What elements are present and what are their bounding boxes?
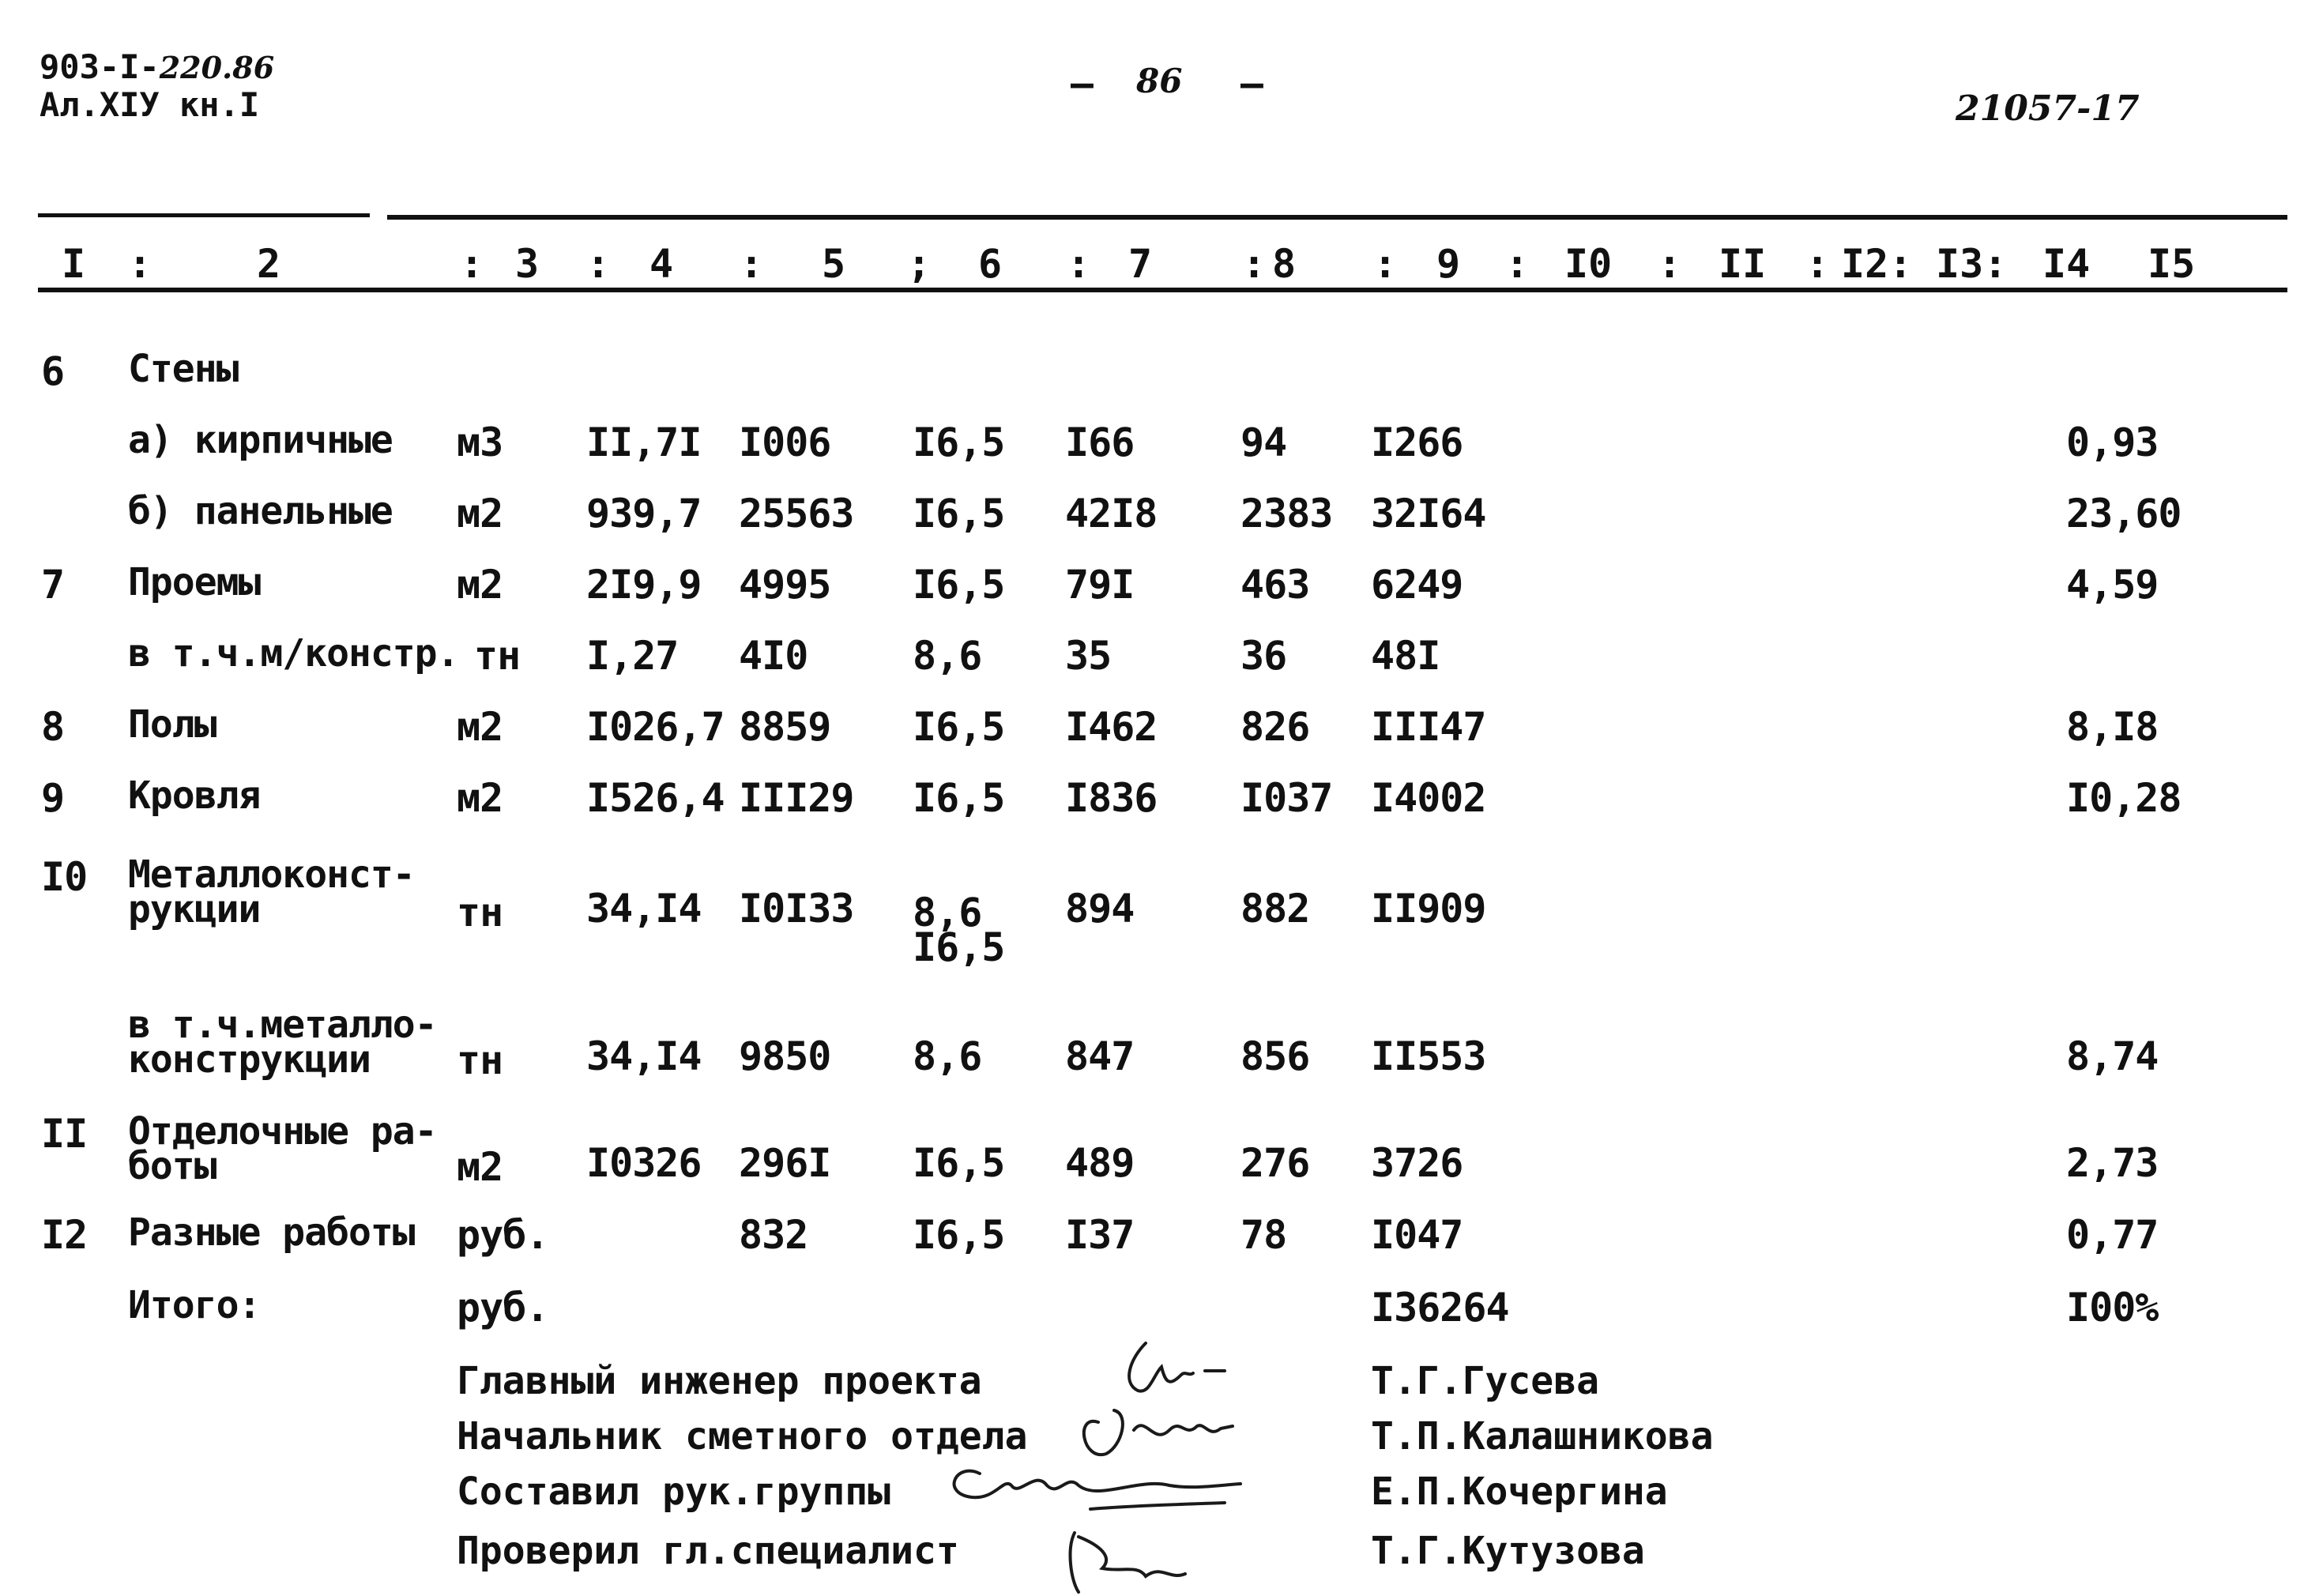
row-col6: I6,5 [913,420,1005,465]
signature-role: Составил рук.группы [457,1470,891,1514]
row-col8: I037 [1240,775,1333,821]
signature-role: Проверил гл.специалист [457,1529,959,1573]
col-head-4: 4 [649,241,674,287]
row-col7: I462 [1065,704,1158,750]
row-quantity: 2I9,9 [586,562,702,608]
row-col5: 4995 [739,562,831,608]
col-sep-11: : [1805,241,1830,287]
row-col15: I00% [2066,1285,2159,1331]
row-col9: 3726 [1371,1140,1463,1186]
col-head-1: I [62,241,86,287]
row-unit: м3 [457,420,503,465]
row-number: II [41,1111,88,1157]
row-unit: тн [457,1037,503,1083]
row-number: I0 [41,854,88,900]
row-col6: 8,6 [913,633,982,679]
row-number: I2 [41,1212,88,1258]
row-col9: 6249 [1371,562,1463,608]
col-head-2: 2 [257,241,281,287]
row-col7: 35 [1065,633,1112,679]
col-sep-4: : [740,241,764,287]
col-head-9: 9 [1436,241,1461,287]
row-name: Проемы [128,560,261,604]
row-col7: I37 [1065,1212,1135,1258]
row-col8: 2383 [1240,491,1333,536]
row-col5: 25563 [739,491,854,536]
signature-name: Е.П.Кочергина [1371,1470,1668,1514]
col-head-3: 3 [515,241,540,287]
row-col5: 296I [739,1140,831,1186]
row-col8: 36 [1240,633,1287,679]
col-head-10: I0 [1564,241,1613,287]
document-code [40,49,274,86]
page-number: 86 [1136,62,1183,100]
row-col8: 463 [1240,562,1310,608]
col-sep-2: : [460,241,484,287]
row-col8: 856 [1240,1033,1310,1079]
row-col9: 32I64 [1371,491,1486,536]
col-sep-6: : [1067,241,1091,287]
page-dash-right: – [1240,62,1263,106]
row-name: Металлоконст- рукции [128,853,415,932]
row-col6: I6,5 [913,491,1005,536]
document-code-handwritten: 220.86 [159,50,275,85]
table-row [0,853,2319,970]
row-unit: м2 [457,704,503,750]
table-row [0,560,2319,620]
signature-1 [1129,1343,1225,1391]
col-head-8: 8 [1272,241,1297,287]
row-name: Стены [128,347,239,391]
col-sep-8: : [1373,241,1398,287]
table-row [0,1210,2319,1270]
table-row [0,418,2319,478]
row-name: в т.ч.металло- конструкции [128,1003,437,1082]
row-col7: I66 [1065,420,1135,465]
row-unit: тн [474,633,521,679]
col-sep-10: : [1658,241,1682,287]
row-col7: 42I8 [1065,491,1158,536]
row-unit: тн [457,890,503,935]
top-rule-left [38,213,370,217]
col-sep-3: : [586,241,611,287]
col-head-12: I2: [1841,241,1913,287]
col-head-6: 6 [978,241,1003,287]
row-col6: 8,6 I6,5 [913,890,1005,970]
col-sep-1: : [128,241,152,287]
col-head-11: II [1719,241,1767,287]
row-quantity: I0326 [586,1140,702,1186]
row-unit: руб. [457,1285,549,1331]
row-col6: I6,5 [913,1212,1005,1258]
signature-name: Т.П.Калашникова [1371,1414,1714,1459]
row-number: 9 [41,775,65,821]
row-col15: 8,I8 [2066,704,2159,750]
top-rule-right [387,215,2287,220]
row-quantity: 34,I4 [586,886,702,932]
row-col6: I6,5 [913,704,1005,750]
signature-3 [954,1471,1240,1509]
row-col8: 94 [1240,420,1287,465]
page-dash-left: – [1071,62,1094,106]
row-col8: 276 [1240,1140,1310,1186]
row-number: 6 [41,348,65,394]
col-head-5: 5 [822,241,846,287]
document-code-prefix: 903-I- [40,47,160,86]
document-number: 21057-17 [1956,88,2140,129]
handwritten-signatures [909,1327,1319,1596]
row-quantity: II,7I [586,420,702,465]
row-col5: 4I0 [739,633,808,679]
row-quantity: 34,I4 [586,1033,702,1079]
row-unit: м2 [457,1144,503,1190]
row-unit: руб. [457,1212,549,1258]
signature-role: Главный инженер проекта [457,1359,982,1403]
col-head-7: 7 [1128,241,1153,287]
row-name: в т.ч.м/констр. [128,631,459,676]
row-col9: III47 [1371,704,1486,750]
row-col15: 2,73 [2066,1140,2159,1186]
row-col5: I0I33 [739,886,854,932]
row-col6: I6,5 [913,1140,1005,1186]
row-number: 8 [41,704,65,750]
row-col8: 826 [1240,704,1310,750]
row-col15: 8,74 [2066,1033,2159,1079]
row-name: Полы [128,702,216,747]
signature-2 [1084,1410,1233,1455]
row-col7: 79I [1065,562,1135,608]
col-sep-9: : [1505,241,1530,287]
row-col6: I6,5 [913,562,1005,608]
col-head-15: I5 [2148,241,2196,287]
row-quantity: I526,4 [586,775,725,821]
col-sep-7: : [1242,241,1267,287]
row-col5: I006 [739,420,831,465]
row-col9: I266 [1371,420,1463,465]
signature-name: Т.Г.Кутузова [1371,1529,1645,1573]
row-col15: 4,59 [2066,562,2159,608]
row-col9: 48I [1371,633,1440,679]
row-col5: 832 [739,1212,808,1258]
row-name: Разные работы [128,1210,415,1255]
row-col5: 9850 [739,1033,831,1079]
col-head-13: I3: [1936,241,2008,287]
col-sep-5: ; [907,241,932,287]
row-col7: 489 [1065,1140,1135,1186]
row-col7: 847 [1065,1033,1135,1079]
row-quantity: I026,7 [586,704,725,750]
row-name: Кровля [128,774,261,818]
row-col5: III29 [739,775,854,821]
col-head-14: I4 [2042,241,2091,287]
row-unit: м2 [457,491,503,536]
row-quantity: I,27 [586,633,679,679]
row-col15: I0,28 [2066,775,2182,821]
table-row [0,1109,2319,1193]
row-col15: 0,93 [2066,420,2159,465]
row-col9: I4002 [1371,775,1486,821]
table-row [0,631,2319,691]
row-col8: 78 [1240,1212,1287,1258]
table-row [0,774,2319,834]
table-row [0,702,2319,762]
table-row [0,1003,2319,1086]
row-col6: 8,6 [913,1033,982,1079]
row-col7: 894 [1065,886,1135,932]
row-col6: I6,5 [913,775,1005,821]
row-col15: 23,60 [2066,491,2182,536]
row-col9: II909 [1371,886,1486,932]
album-label: Ал.XIУ кн.I [40,85,260,124]
table-row [0,347,2319,407]
row-name: Итого: [128,1283,261,1327]
row-unit: м2 [457,562,503,608]
row-col7: I836 [1065,775,1158,821]
signature-role: Начальник сметного отдела [457,1414,1028,1459]
row-col9: I36264 [1371,1285,1509,1331]
row-name: б) панельные [128,489,393,533]
row-number: 7 [41,562,65,608]
header-bottom-rule [38,288,2287,292]
signature-4 [1071,1533,1185,1592]
row-col9: II553 [1371,1033,1486,1079]
table-row [0,489,2319,549]
row-quantity: 939,7 [586,491,702,536]
signature-name: Т.Г.Гусева [1371,1359,1599,1403]
row-name: а) кирпичные [128,418,393,462]
row-col9: I047 [1371,1212,1463,1258]
row-unit: м2 [457,775,503,821]
row-col8: 882 [1240,886,1310,932]
row-col5: 8859 [739,704,831,750]
row-name: Отделочные ра- боты [128,1109,437,1188]
row-col15: 0,77 [2066,1212,2159,1258]
